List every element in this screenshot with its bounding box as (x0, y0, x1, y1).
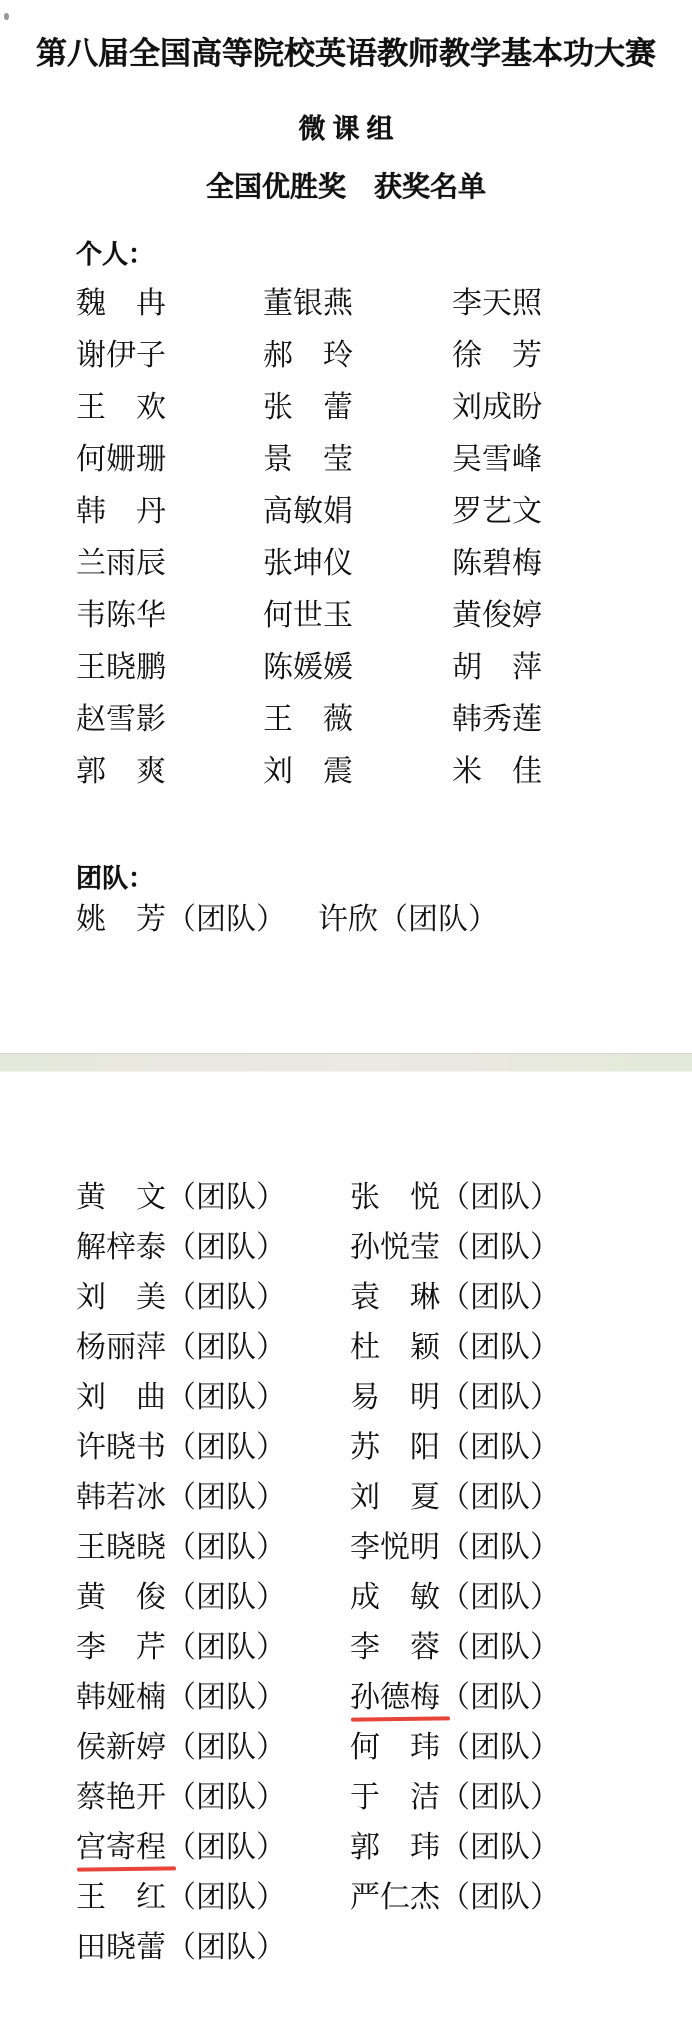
individual-name: 刘成盼 (452, 391, 542, 424)
individual-name: 董银燕 (263, 287, 353, 320)
individual-section-heading: 个人： (76, 240, 155, 269)
individual-name: 韦陈华 (76, 599, 166, 632)
team-name: 田晓蕾 (76, 1931, 166, 1964)
name-row (0, 694, 692, 746)
team-suffix: （团队） (166, 1181, 286, 1214)
document-title-line1: 第八届全国高等院校英语教师教学基本功大赛 (36, 36, 656, 71)
individual-name: 徐 芳 (452, 339, 542, 372)
individual-name: 韩秀莲 (452, 703, 542, 736)
team-entry (318, 894, 498, 946)
team-entry (76, 1473, 286, 1523)
team-entry (76, 894, 286, 946)
team-entry (350, 1323, 560, 1373)
team-suffix: （团队） (440, 1181, 560, 1214)
scan-speck (4, 13, 9, 20)
team-suffix: （团队） (166, 1331, 286, 1364)
team-suffix: （团队） (166, 1731, 286, 1764)
team-name: 李 芹 (76, 1631, 166, 1664)
name-row (0, 330, 692, 382)
team-suffix: （团队） (440, 1231, 560, 1264)
team-name: 黄 文 (76, 1181, 166, 1214)
team-suffix: （团队） (166, 1531, 286, 1564)
team-entry (350, 1723, 560, 1773)
team-name-list-page2 (0, 1173, 692, 1973)
individual-name: 郝 玲 (263, 339, 353, 372)
individual-name: 何世玉 (263, 599, 353, 632)
individual-name: 刘 震 (263, 755, 353, 788)
team-suffix: （团队） (440, 1581, 560, 1614)
team-name: 解梓泰 (76, 1231, 166, 1264)
name-row (0, 746, 692, 798)
team-name: 刘 夏 (350, 1481, 440, 1514)
team-suffix: （团队） (440, 1381, 560, 1414)
team-suffix: （团队） (440, 1781, 560, 1814)
team-name: 成 敏 (350, 1581, 440, 1614)
individual-name: 郭 爽 (76, 755, 166, 788)
team-suffix: （团队） (166, 1431, 286, 1464)
team-entry (350, 1773, 560, 1823)
team-suffix: （团队） (440, 1431, 560, 1464)
team-name: 姚 芳 (76, 903, 166, 936)
team-entry (76, 1273, 286, 1323)
team-entry (350, 1823, 560, 1873)
individual-name: 胡 萍 (452, 651, 542, 684)
team-suffix: （团队） (166, 1881, 286, 1914)
individual-name: 何姗珊 (76, 443, 166, 476)
individual-name: 陈碧梅 (452, 547, 542, 580)
team-suffix: （团队） (166, 1481, 286, 1514)
name-row (0, 1823, 692, 1873)
individual-name: 李天照 (452, 287, 542, 320)
team-name: 袁 琳 (350, 1281, 440, 1314)
team-entry (76, 1823, 286, 1873)
team-entry (350, 1173, 560, 1223)
team-name: 许晓书 (76, 1431, 166, 1464)
team-name: 于 洁 (350, 1781, 440, 1814)
team-entry (76, 1873, 286, 1923)
team-suffix: （团队） (166, 1581, 286, 1614)
name-row (0, 1773, 692, 1823)
team-suffix: （团队） (166, 1231, 286, 1264)
team-entry (350, 1873, 560, 1923)
individual-name: 兰雨辰 (76, 547, 166, 580)
name-row (0, 1173, 692, 1223)
name-row (0, 1723, 692, 1773)
individual-name: 高敏娟 (263, 495, 353, 528)
team-name-list-page1 (0, 894, 692, 946)
name-row (0, 382, 692, 434)
team-suffix: （团队） (440, 1631, 560, 1664)
name-row (0, 1873, 692, 1923)
team-name: 孙悦莹 (350, 1231, 440, 1264)
individual-name: 景 莹 (263, 443, 353, 476)
name-row (0, 894, 692, 946)
name-row (0, 1523, 692, 1573)
name-row (0, 486, 692, 538)
team-suffix: （团队） (166, 1381, 286, 1414)
team-suffix: （团队） (440, 1531, 560, 1564)
team-entry (350, 1573, 560, 1623)
team-entry (350, 1473, 560, 1523)
name-row (0, 590, 692, 642)
individual-name: 陈媛媛 (263, 651, 353, 684)
team-name: 刘 曲 (76, 1381, 166, 1414)
team-name: 李 蓉 (350, 1631, 440, 1664)
team-name-red-underlined: 宫寄程 (76, 1831, 166, 1864)
name-row (0, 1573, 692, 1623)
team-entry (350, 1273, 560, 1323)
individual-name: 韩 丹 (76, 495, 166, 528)
team-name: 蔡艳开 (76, 1781, 166, 1814)
team-entry (350, 1373, 560, 1423)
individual-name: 黄俊婷 (452, 599, 542, 632)
team-entry (76, 1223, 286, 1273)
team-suffix: （团队） (166, 1681, 286, 1714)
team-name: 易 明 (350, 1381, 440, 1414)
team-name-red-underlined: 孙德梅 (350, 1681, 440, 1714)
individual-name: 吴雪峰 (452, 443, 542, 476)
individual-name: 谢伊子 (76, 339, 166, 372)
team-name: 王 红 (76, 1881, 166, 1914)
individual-name: 王 薇 (263, 703, 353, 736)
team-suffix: （团队） (166, 1281, 286, 1314)
name-row (0, 1423, 692, 1473)
team-name: 张 悦 (350, 1181, 440, 1214)
team-suffix: （团队） (440, 1831, 560, 1864)
name-row (0, 1623, 692, 1673)
team-entry (76, 1573, 286, 1623)
name-row (0, 434, 692, 486)
individual-name: 王 欢 (76, 391, 166, 424)
team-suffix: （团队） (440, 1731, 560, 1764)
team-suffix: （团队） (440, 1881, 560, 1914)
team-name: 苏 阳 (350, 1431, 440, 1464)
team-name: 黄 俊 (76, 1581, 166, 1614)
document-title-group: 微课组 (298, 114, 401, 144)
team-name: 韩若冰 (76, 1481, 166, 1514)
individual-name: 张坤仪 (263, 547, 353, 580)
team-name: 杜 颖 (350, 1331, 440, 1364)
team-section-heading: 团队： (76, 864, 155, 893)
individual-name: 张 蕾 (263, 391, 353, 424)
team-entry (350, 1423, 560, 1473)
team-name: 郭 玮 (350, 1831, 440, 1864)
team-entry (76, 1423, 286, 1473)
individual-name: 王晓鹏 (76, 651, 166, 684)
name-row (0, 1373, 692, 1423)
team-suffix: （团队） (166, 1931, 286, 1964)
team-entry (350, 1623, 560, 1673)
individual-name: 罗艺文 (452, 495, 542, 528)
name-row (0, 538, 692, 590)
team-entry (76, 1623, 286, 1673)
team-entry (76, 1923, 286, 1973)
team-entry (76, 1323, 286, 1373)
team-name: 杨丽萍 (76, 1331, 166, 1364)
team-suffix: （团队） (166, 1631, 286, 1664)
team-entry (76, 1173, 286, 1223)
team-entry (76, 1373, 286, 1423)
individual-name-list (0, 278, 692, 798)
individual-name: 米 佳 (452, 755, 542, 788)
team-entry (350, 1223, 560, 1273)
team-name: 许欣 (318, 903, 378, 936)
team-suffix: （团队） (166, 1831, 286, 1864)
team-suffix: （团队） (166, 903, 286, 936)
team-suffix: （团队） (378, 903, 498, 936)
page-separator (0, 1053, 692, 1072)
name-row (0, 1673, 692, 1723)
team-name: 韩娅楠 (76, 1681, 166, 1714)
name-row (0, 642, 692, 694)
name-row (0, 1923, 692, 1973)
team-entry (76, 1723, 286, 1773)
team-suffix: （团队） (440, 1681, 560, 1714)
team-entry (350, 1523, 560, 1573)
team-name: 侯新婷 (76, 1731, 166, 1764)
team-suffix: （团队） (440, 1331, 560, 1364)
name-row (0, 278, 692, 330)
page-2 (0, 1072, 692, 2028)
team-entry (76, 1523, 286, 1573)
team-name: 李悦明 (350, 1531, 440, 1564)
team-suffix: （团队） (440, 1481, 560, 1514)
team-name: 王晓晓 (76, 1531, 166, 1564)
team-suffix: （团队） (440, 1281, 560, 1314)
document-title-award: 全国优胜奖 获奖名单 (205, 172, 486, 203)
name-row (0, 1273, 692, 1323)
team-entry (76, 1773, 286, 1823)
team-entry (350, 1673, 560, 1723)
name-row (0, 1323, 692, 1373)
name-row (0, 1473, 692, 1523)
individual-name: 赵雪影 (76, 703, 166, 736)
team-suffix: （团队） (166, 1781, 286, 1814)
team-entry (76, 1673, 286, 1723)
individual-name: 魏 冉 (76, 287, 166, 320)
team-name: 严仁杰 (350, 1881, 440, 1914)
team-name: 何 玮 (350, 1731, 440, 1764)
name-row (0, 1223, 692, 1273)
team-name: 刘 美 (76, 1281, 166, 1314)
